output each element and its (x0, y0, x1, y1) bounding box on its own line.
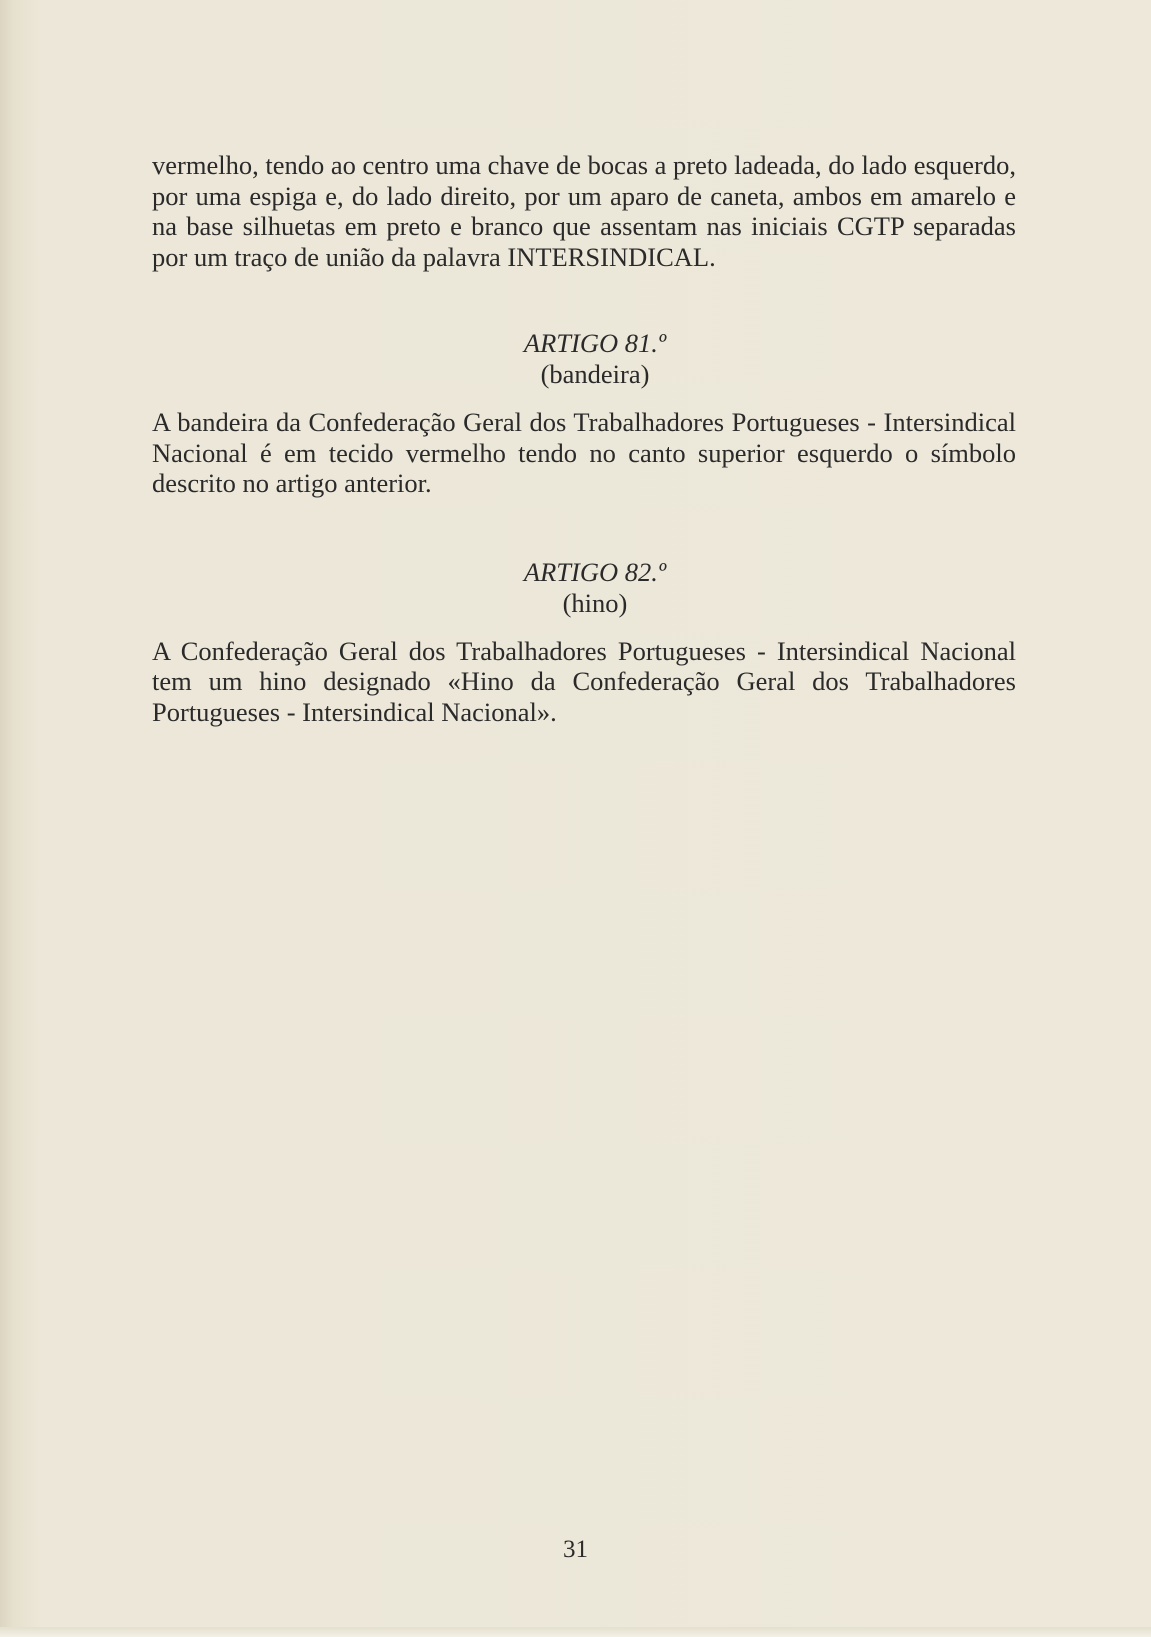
article-81-heading (152, 328, 1016, 390)
page-content (152, 150, 1016, 727)
page-number: 31 (563, 1536, 588, 1563)
article-81-subtitle: (bandeira) (540, 359, 650, 389)
article-82-body: A Confederação Geral dos Trabalhadores Portugueses - Intersindical Nacional tem um hino designado «Hino da Confederação Geral dos Trabalhadores Portugueses - Intersindical Nacional». (152, 635, 1016, 727)
page-bottom-edge (0, 1627, 1151, 1637)
article-81-title: ARTIGO 81.º (523, 328, 667, 358)
article-82-title: ARTIGO 82.º (523, 556, 667, 587)
article-82-subtitle: (hino) (562, 587, 628, 618)
article-81-body: A bandeira da Confederação Geral dos Trabalhadores Portugueses - Intersindical Nacional é em tecido vermelho tendo no canto superior esquerdo o símbolo descrito no artigo anterior. (152, 407, 1016, 498)
intro-paragraph: vermelho, tendo ao centro uma chave de bocas a preto ladeada, do lado esquerdo, por uma espiga e, do lado direito, por um aparo de caneta, ambos em amarelo e na base silhuetas em preto e branco que assentam nas iniciais CGTP separadas por um traço de união da palavra INTERSINDICAL. (152, 150, 1016, 272)
article-82-heading (152, 557, 1016, 619)
